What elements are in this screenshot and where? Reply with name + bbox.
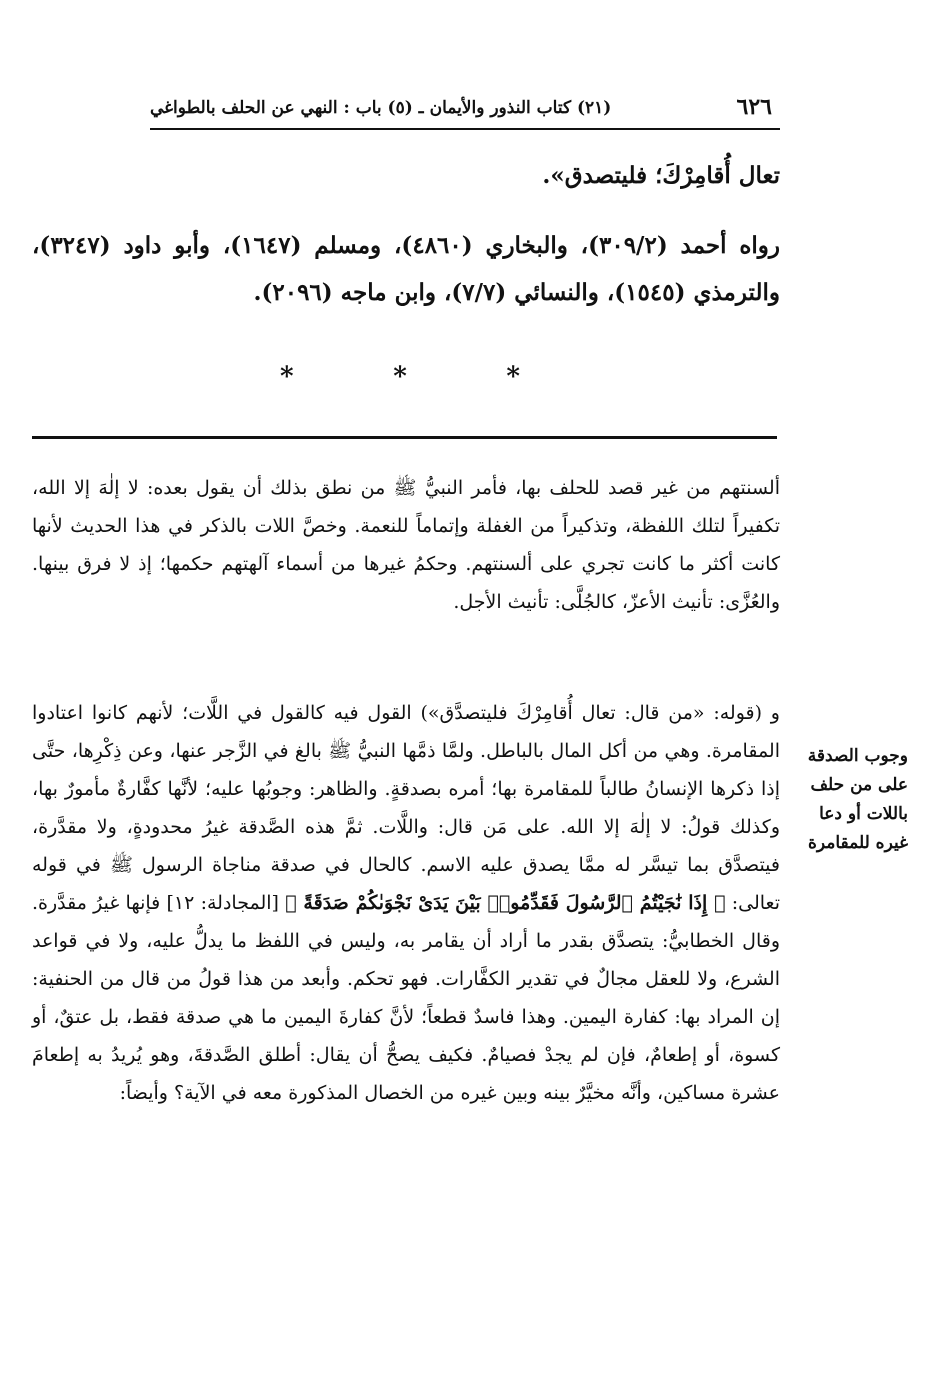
takhrij [32,222,780,316]
commentary-text [32,694,780,1112]
hadith-text: تعال أُقامِرْكَ؛ فليتصدق». [542,162,780,189]
running-title: (٢١) كتاب النذور والأيمان ـ (٥) باب : النهي عن الحلف بالطواغي [150,98,612,118]
margin-note-line: على من حلف [810,775,908,795]
margin-note [790,742,908,858]
separator-star: * [280,362,294,392]
hadith-end [32,152,780,199]
commentary-text-part: [المجادلة: ١٢] فإنها غيرُ مقدَّرة. وقال الخطابيُّ: يتصدَّق بقدر ما أراد أن يقامر به، وليس في اللفظ ما يدلُّ عليه، ولا في قواعد الشرع، ولا للعقل مجالٌ في تقدير الكفَّارات. فهو تحكم. وأبعد من هذا قولُ من قال من الحنفية: إن المراد بها: كفارة اليمين. وهذا فاسدٌ قطعاً؛ لأنَّ كفارةَ اليمين ما هي صدقة فقط، بل عتقٌ، أو كسوة، أو إطعامٌ، فإن لم يجدْ فصيامٌ. فكيف يصحُّ أن يقال: أطلق الصَّدقةَ، وهو يُريدُ به إطعامَ عشرة مساكين، وأنَّه مخيَّرٌ بينه وبين غيره من الخصال المذكورة معه في الآية؟ وأيضاً: [32,892,780,1104]
footnote-divider [32,436,777,439]
section-separator [280,362,520,402]
commentary-paragraph [32,469,780,621]
margin-note-line: باللات أو دعا [819,804,908,824]
takhrij-text: رواه أحمد (٣٠٩/٢)، والبخاري (٤٨٦٠)، ومسلم (١٦٤٧)، وأبو داود (٣٢٤٧)، والترمذي (١٥٤٥)، والنسائي (٧/٧)، وابن ماجه (٢٠٩٦). [32,232,780,306]
quran-verse: ﴿ إِذَا نَٰجَيْتُمُ ٱلرَّسُولَ فَقَدِّمُوا۟ بَيْنَ يَدَىْ نَجْوَىٰكُمْ صَدَقَةً ﴾ [285,892,726,914]
page-header [150,94,780,130]
margin-note-line: غيره للمقامرة [807,833,908,853]
commentary-text: ألسنتهم من غير قصد للحلف بها، فأمر النبيُّ ﷺ من نطق بذلك أن يقول بعده: لا إلٰهَ إلا الله، تكفيراً لتلك اللفظة، وتذكيراً من الغفلة وإتماماً للنعمة. وخصَّ اللات بالذكر في هذا الحديث لأنها كانت أكثر ما كانت تجري على ألسنتهم. وحكمُ غيرها من أسماء آلهتهم حكمها؛ إذ لا فرق بينها. والعُزَّى: تأنيث الأعزّ، كالجُلَّى: تأنيث الأجل. [32,477,780,613]
commentary-paragraph [32,694,780,1112]
commentary-text-part: و (قوله: «من قال: تعال أُقامِرْكَ فليتصدَّق») القول فيه كالقول في اللَّات؛ لأنهم كانوا اعتادوا المقامرة. وهي من أكل المال بالباطل. ولمَّا ذمَّها النبيُّ ﷺ بالغ في الزَّجر عنها، وعن ذِكْرِها، حتَّى إذا ذكرها الإنسانُ طالباً للمقامرة بها؛ أمره بصدقةٍ. والظاهر: وجوبُها عليه؛ لأنَّها كفَّارةٌ مأمورٌ بها، وكذلك قولُ: لا إلٰهَ إلا الله. على مَن قال: واللَّات. ثمَّ هذه الصَّدقة غيرُ محدودةٍ، ولا مقدَّرة، فيتصدَّق بما تيسَّر له ممَّا يصدق عليه الاسم. كالحال في صدقة مناجاة الرسول ﷺ في قوله تعالى: [32,702,781,914]
margin-note-line: وجوب الصدقة [807,746,908,766]
separator-star: * [393,362,407,392]
separator-star: * [506,362,520,392]
page-number: ٦٢٦ [736,94,772,120]
